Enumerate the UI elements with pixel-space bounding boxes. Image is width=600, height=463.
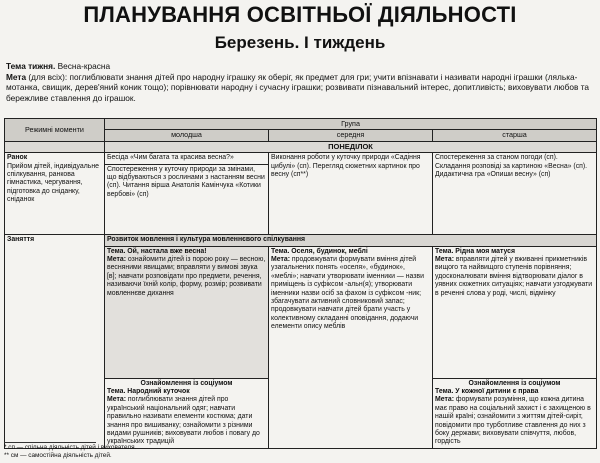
speech-senior	[433, 246, 597, 378]
speech-middle-goal: Мета: продовжувати формувати вміння дітей узагальнених понять «оселя», «будинок», «меблі»; навчати утворювати іменники — назви приміщень із суфіксом -альн(я); утворювати іменники назви осіб за фахом із суфіксом -ник; збагачувати активний словниковий запас; продовжувати навчати дітей брати участь у колективному складанні оповідання, додаючи елементи опису меблів	[271, 256, 424, 331]
header-row-1	[5, 119, 597, 130]
footnotes	[4, 444, 596, 460]
social-senior	[433, 378, 597, 448]
morning-junior-talk: Бесіда «Чим багата та красива весна?»	[105, 154, 268, 164]
morning-title: Ранок	[7, 154, 28, 162]
morning-senior: Спостереження за станом погоди (сп). Складання розповіді за картиною «Весна» (сп). Дидактична гра «Опиши весну» (сп)	[433, 153, 597, 235]
footnote-2: ** см — самостійна діяльність дітей.	[4, 452, 112, 459]
social-junior-goal: Мета: поглиблювати знання дітей про український національний одяг; навчати правильно називати елементи костюма; дати знання про вишиванку; ознайомити з різними видами рушників; виховувати любов і повагу до українських традицій	[107, 396, 260, 446]
social-senior-goal: Мета: формувати розуміння, що кожна дитина має право на соціальний захист і є захищеною в нашій країні; ознайомити з життям дітей-сиріт, повідомити про турботливе ставлення до них з боку держави; виховувати співчуття, любов, гордість	[435, 396, 591, 446]
speech-junior-goal: Мета: ознайомити дітей із порою року — весною, весняними явищами; вправляти у вимові звука [в]; навчати розповідати про предмети, речення, називаючи їхній колір, форму, розмір; розвивати мовленнєве дихання	[107, 256, 266, 297]
morning-row	[5, 153, 597, 235]
speech-senior-topic: Тема. Рідна моя матуся	[435, 247, 516, 255]
header-moments: Режимні моменти	[5, 119, 105, 142]
goal-text: поглиблювати знання дітей про народну іграшку як оберіг, як предмет для гри; учити впізнавати і називати народні іграшки (лялька-мотанка, свищик, дерев'яний коник тощо); порівнювати народну і сучасну іграшки; розвивати пізнавальний інтерес, допитливість; виховувати любов та бережливе ставлення до іграшок.	[6, 71, 590, 103]
social-senior-topic: Тема. У кожної дитини є права	[435, 388, 539, 396]
lessons-section-speech: Розвиток мовлення і культура мовленнєвого спілкування	[105, 235, 597, 246]
goal-line	[4, 72, 596, 104]
morning-desc: Прийом дітей, індивідуальне спілкування, ранкова гімнастика, чергування, підготовка до сніданку, сніданок	[7, 162, 99, 204]
theme-value: Весна-красна	[55, 61, 111, 71]
header-col-middle: середня	[269, 130, 433, 141]
footnote-divider	[4, 442, 96, 443]
header-col-senior: старша	[433, 130, 597, 141]
speech-senior-goal: Мета: вправляти дітей у вживанні прикметників вищого та найвищого ступенів порівняння; удосконалювати вміння відтворювати діалог в уявних сюжетних ситуаціях; навчати узгоджувати в реченні слова у роді, числі, відмінку	[435, 256, 593, 297]
lessons-section-row	[5, 235, 597, 246]
plan-table	[4, 118, 597, 449]
day-label: ПОНЕДІЛОК	[105, 141, 597, 152]
morning-junior-obs: Спостереження у куточку природи за змінами, що відбуваються з рослинами з настанням весни (сп). Читання вірша Анатолія Камінчука «Котики вербові» (сп)	[107, 165, 265, 198]
social-junior	[105, 378, 269, 448]
footnote-1: * сп — спільна діяльність дітей і вихователя.	[4, 444, 137, 451]
intro-block	[4, 61, 596, 103]
social-junior-topic: Тема. Народний куточок	[107, 388, 190, 396]
speech-junior-topic: Тема. Ой, настала вже весна!	[107, 247, 207, 255]
social-senior-head: Ознайомлення із соціумом	[468, 379, 561, 387]
lessons-head: Заняття	[5, 235, 105, 449]
header-col-junior: молодша	[105, 130, 269, 141]
speech-junior	[105, 246, 269, 378]
speech-middle	[269, 246, 433, 448]
morning-junior	[105, 153, 269, 235]
header-group: Група	[105, 119, 597, 130]
theme-line	[4, 61, 596, 72]
day-row	[5, 141, 597, 152]
social-junior-head: Ознайомлення із соціумом	[140, 379, 233, 387]
page-subtitle: Березень. І тиждень	[214, 33, 386, 52]
morning-middle: Виконання роботи у куточку природи «Садіння цибулі» (сп). Перегляд сюжетних картинок про весну (сп**)	[269, 153, 433, 235]
speech-middle-topic: Тема. Оселя, будинок, меблі	[271, 247, 368, 255]
goal-scope: (для всіх):	[26, 71, 70, 82]
theme-label: Тема тижня.	[6, 61, 56, 71]
page-title: ПЛАНУВАННЯ ОСВІТНЬОЇ ДІЯЛЬНОСТІ	[83, 2, 517, 27]
goal-label: Мета	[6, 71, 27, 82]
morning-head	[5, 153, 105, 235]
